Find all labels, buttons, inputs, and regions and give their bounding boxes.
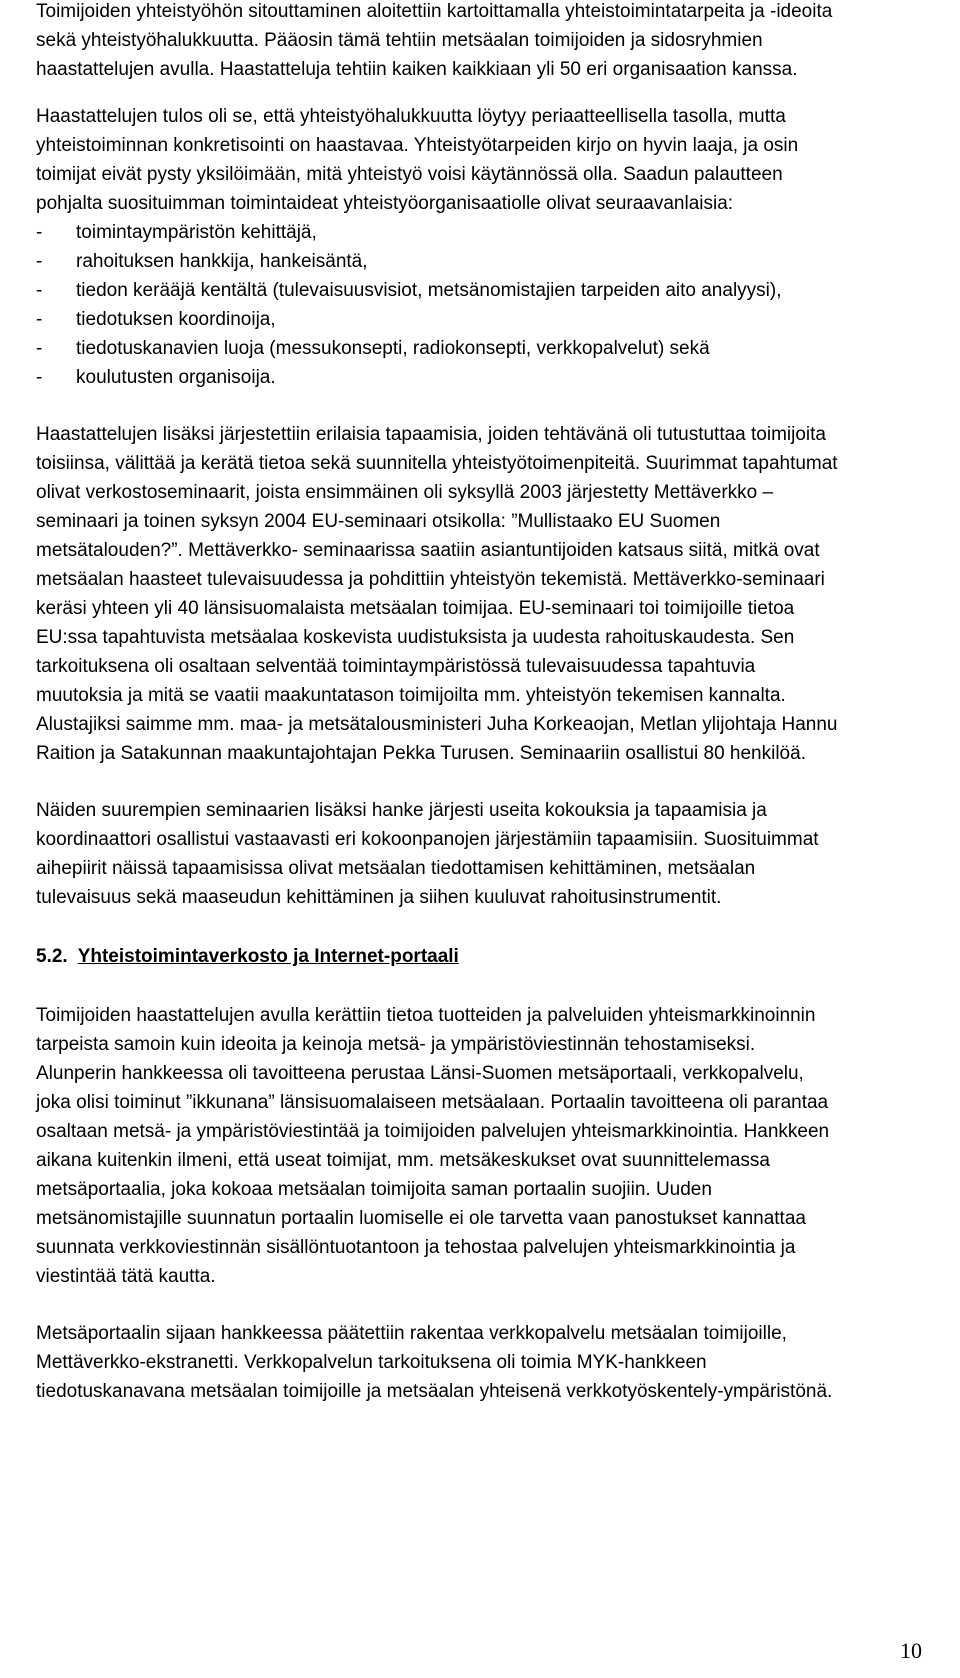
text-line: Metsäportaalin sijaan hankkeessa päätettiin rakentaa verkkopalvelu metsäalan toimijoille, [36, 1323, 787, 1344]
extranet-paragraph [36, 1319, 956, 1406]
text-line: keräsi yhteen yli 40 länsisuomalaista metsäalan toimijaa. EU-seminaari toi toimijoille tietoa [36, 598, 795, 619]
seminars-paragraph [36, 420, 956, 768]
section-spacer [36, 912, 956, 942]
text-line: Mettäverkko-ekstranetti. Verkkopalvelun tarkoituksena oli toimia MYK-hankkeen [36, 1352, 707, 1373]
text-line: Toimijoiden haastattelujen avulla kerättiin tietoa tuotteiden ja palveluiden yhteismarkkinoinnin [36, 1005, 816, 1026]
text-line: koordinaattori osallistui vastaavasti eri kokoonpanojen järjestämiin tapaamisiin. Suosituimmat [36, 829, 819, 850]
list-item-text: koulutusten organisoija. [76, 367, 276, 388]
page-number: 10 [900, 1638, 922, 1663]
list-item [36, 363, 956, 392]
results-paragraph [36, 102, 956, 218]
dash-marker: - [36, 309, 43, 330]
text-line: metsäportaalia, joka kokoaa metsäalan toimijoita saman portaalin suojiin. Uuden [36, 1179, 712, 1200]
text-line: pohjalta suosituimman toimintaideat yhteistyöorganisaatiolle olivat seuraavanlaisia: [36, 193, 734, 214]
text-line: Näiden suurempien seminaarien lisäksi hanke järjesti useita kokouksia ja tapaamisia ja [36, 800, 767, 821]
dash-marker: - [36, 280, 43, 301]
text-line: aihepiirit näissä tapaamisissa olivat metsäalan tiedottamisen kehittäminen, metsäalan [36, 858, 756, 879]
paragraph-spacer [36, 84, 956, 102]
section-heading [36, 942, 956, 971]
section-title: Yhteistoimintaverkosto ja Internet-portaali [77, 946, 459, 967]
list-item [36, 218, 956, 247]
text-line: sekä yhteistyöhalukkuutta. Pääosin tämä tehtiin metsäalan toimijoiden ja sidosryhmien [36, 30, 763, 51]
meetings-paragraph [36, 796, 956, 912]
dash-marker: - [36, 251, 43, 272]
text-line: tulevaisuus sekä maaseudun kehittäminen ja siihen kuuluvat rahoitusinstrumentit. [36, 887, 722, 908]
text-line: muutoksia ja mitä se vaatii maakuntatason toimijoilta mm. yhteistyön tekemisen kannalta. [36, 685, 786, 706]
text-line: toimijat eivät pysty yksilöimään, mitä yhteistyö voisi käytännössä olla. Saadun palautteen [36, 164, 783, 185]
text-line: tiedotuskanavana metsäalan toimijoille ja metsäalan yhteisenä verkkotyöskentely-ympäristönä. [36, 1381, 833, 1402]
text-line: viestintää tätä kautta. [36, 1266, 216, 1287]
text-line: Raition ja Satakunnan maakuntajohtajan Pekka Turusen. Seminaariin osallistui 80 henkilöä. [36, 743, 806, 764]
dash-marker: - [36, 338, 43, 359]
text-line: EU:ssa tapahtuvista metsäalaa koskevista uudistuksista ja uudesta rahoituskaudesta. Sen [36, 627, 795, 648]
text-line: metsätalouden?”. Mettäverkko- seminaarissa saatiin asiantuntijoiden katsaus siitä, mitkä ovat [36, 540, 820, 561]
section-number: 5.2. [36, 946, 68, 967]
dash-marker: - [36, 222, 43, 243]
text-line: olivat verkostoseminaarit, joista ensimmäinen oli syksyllä 2003 järjestetty Mettäverkko – [36, 482, 774, 503]
activity-ideas-list [36, 218, 956, 392]
text-line: yhteistoiminnan konkretisointi on haastavaa. Yhteistyötarpeiden kirjo on hyvin laaja, ja osin [36, 135, 799, 156]
list-item [36, 334, 956, 363]
list-item [36, 305, 956, 334]
paragraph-spacer [36, 392, 956, 420]
document-body [36, 0, 956, 1406]
section-spacer [36, 971, 956, 1001]
list-item-text: rahoituksen hankkija, hankeisäntä, [76, 251, 368, 272]
text-line: tarkoituksena oli osaltaan selventää toimintaympäristössä tulevaisuudessa tapahtuvia [36, 656, 756, 677]
text-line: Haastattelujen tulos oli se, että yhteistyöhalukkuutta löytyy periaatteellisella tasolla, mutta [36, 106, 786, 127]
text-line: toisiinsa, välittää ja kerätä tietoa sekä suunnitella yhteistyötoimenpiteitä. Suurimmat tapahtumat [36, 453, 838, 474]
text-line: metsäalan haasteet tulevaisuudessa ja pohdittiin yhteistyön tekemistä. Mettäverkko-seminaari [36, 569, 825, 590]
list-item-text: tiedon kerääjä kentältä (tulevaisuusvisiot, metsänomistajien tarpeiden aito analyysi), [76, 280, 782, 301]
list-item [36, 276, 956, 305]
list-item-text: toimintaympäristön kehittäjä, [76, 222, 317, 243]
text-line: aikana kuitenkin ilmeni, että useat toimijat, mm. metsäkeskukset ovat suunnittelemassa [36, 1150, 770, 1171]
text-line: haastattelujen avulla. Haastatteluja tehtiin kaiken kaikkiaan yli 50 eri organisaation kanssa. [36, 59, 798, 80]
text-line: Haastattelujen lisäksi järjestettiin erilaisia tapaamisia, joiden tehtävänä oli tutustuttaa toimijoita [36, 424, 826, 445]
text-line: osaltaan metsä- ja ympäristöviestintää ja toimijoiden palvelujen yhteismarkkinointia. Hankkeen [36, 1121, 830, 1142]
text-line: tarpeista samoin kuin ideoita ja keinoja metsä- ja ympäristöviestinnän tehostamiseksi. [36, 1034, 756, 1055]
text-line: joka olisi toiminut ”ikkunana” länsisuomalaiseen metsäalaan. Portaalin tavoitteena oli parantaa [36, 1092, 829, 1113]
text-line: Alunperin hankkeessa oli tavoitteena perustaa Länsi-Suomen metsäportaali, verkkopalvelu, [36, 1063, 804, 1084]
intro-paragraph [36, 0, 956, 84]
text-line: metsänomistajille suunnatun portaalin luomiselle ei ole tarvetta vaan panostukset kannattaa [36, 1208, 806, 1229]
list-item-text: tiedotuskanavien luoja (messukonsepti, radiokonsepti, verkkopalvelut) sekä [76, 338, 710, 359]
text-line: seminaari ja toinen syksyn 2004 EU-seminaari otsikolla: ”Mullistaako EU Suomen [36, 511, 721, 532]
text-line: Alustajiksi saimme mm. maa- ja metsätalousministeri Juha Korkeaojan, Metlan ylijohtaja Hannu [36, 714, 838, 735]
text-line: suunnata verkkoviestinnän sisällöntuotantoon ja tehostaa palvelujen yhteismarkkinointia ja [36, 1237, 796, 1258]
paragraph-spacer [36, 768, 956, 796]
paragraph-spacer [36, 1291, 956, 1319]
text-line: Toimijoiden yhteistyöhön sitouttaminen aloitettiin kartoittamalla yhteistoimintatarpeita ja -ideoita [36, 1, 833, 22]
list-item-text: tiedotuksen koordinoija, [76, 309, 276, 330]
list-item [36, 247, 956, 276]
portal-paragraph [36, 1001, 956, 1291]
dash-marker: - [36, 367, 43, 388]
